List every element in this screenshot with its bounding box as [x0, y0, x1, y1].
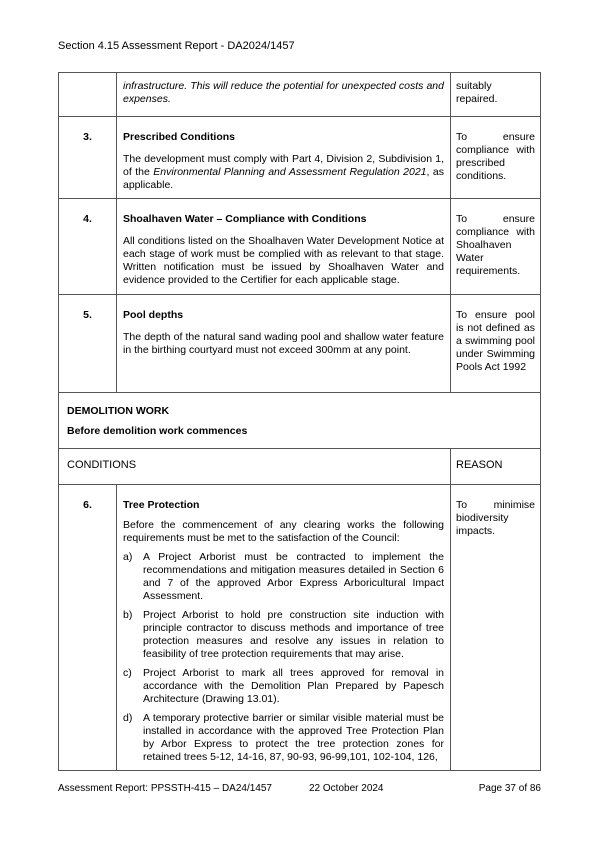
condition-title: Prescribed Conditions	[123, 131, 236, 143]
reason-cell: To ensure pool is not defined as a swimming pool under Swimming Pools Act 1992	[451, 295, 541, 393]
table-row	[59, 295, 541, 393]
list-item-text: A Project Arborist must be contracted to implement the recommendations and mitigation measures detailed in Section 6 and 7 of the approved Arbor Express Arboricultural Impact Assessment.	[143, 551, 444, 602]
condition-number: 3.	[59, 117, 117, 199]
reason-cell: To ensure compliance with Shoalhaven Water requirements.	[451, 199, 541, 295]
reason-cell: To minimise biodiversity impacts.	[451, 485, 541, 771]
column-header-row	[59, 449, 541, 485]
footer-date: 22 October 2024	[309, 783, 384, 794]
table-row	[59, 117, 541, 199]
section-title: DEMOLITION WORK	[67, 405, 170, 417]
list-item	[123, 609, 444, 661]
list-item-marker: a)	[123, 551, 133, 563]
table-row	[59, 485, 541, 771]
list-item-marker: b)	[123, 609, 133, 621]
column-header-reason: REASON	[451, 449, 541, 485]
list-item-marker: d)	[123, 712, 133, 724]
reason-cell: suitably repaired.	[451, 73, 541, 117]
list-item-marker: c)	[123, 667, 132, 679]
list-item-text: A temporary protective barrier or similar visible material must be installed in accordance with the approved Tree Protection Plan by Arbor Express to protect the tree protection zones for retained trees 5-12, 14-16, 87, 90-93, 96-99,101, 102-104, 126,	[143, 712, 444, 763]
condition-text: infrastructure. This will reduce the potential for unexpected costs and expenses.	[123, 80, 444, 105]
conditions-table	[58, 72, 541, 771]
footer-report-ref: Assessment Report: PPSSTH-415 – DA24/1457	[58, 783, 272, 794]
page-header-title: Section 4.15 Assessment Report - DA2024/1457	[58, 40, 295, 52]
condition-number: 6.	[59, 485, 117, 771]
condition-title: Pool depths	[123, 309, 184, 321]
footer-page-number: Page 37 of 86	[478, 783, 541, 794]
section-row	[59, 393, 541, 449]
reason-cell: To ensure compliance with prescribed conditions.	[451, 117, 541, 199]
condition-body-cell	[117, 485, 451, 771]
table-row	[59, 199, 541, 295]
section-subtitle: Before demolition work commences	[67, 425, 248, 437]
condition-number-cell	[59, 73, 117, 117]
list-item	[123, 551, 444, 603]
condition-title: Tree Protection	[123, 499, 200, 511]
condition-text: The development must comply with Part 4, Division 2, Subdivision 1, of the Environmental Planning and Assessment Regulation 2021, as applicable.	[123, 153, 444, 191]
list-item	[123, 712, 444, 764]
condition-body-cell	[117, 73, 451, 117]
condition-body-cell	[117, 117, 451, 199]
condition-intro: Before the commencement of any clearing works the following requirements must be met to the satisfaction of the Council:	[123, 519, 444, 544]
section-heading-cell	[59, 393, 541, 449]
condition-text: All conditions listed on the Shoalhaven Water Development Notice at each stage of work must be complied with as relevant to that stage. Written notification must be issued by Shoalhaven Water and evidence provided to the Certifier for each applicable stage.	[123, 235, 444, 286]
table-row	[59, 73, 541, 117]
condition-number: 5.	[59, 295, 117, 393]
requirements-list	[123, 551, 444, 764]
list-item-text: Project Arborist to mark all trees approved for removal in accordance with the Demolition Plan Prepared by Papesch Architecture (Drawing 13.01).	[143, 667, 444, 705]
condition-number: 4.	[59, 199, 117, 295]
condition-body-cell	[117, 295, 451, 393]
condition-title: Shoalhaven Water – Compliance with Conditions	[123, 213, 367, 225]
condition-body-cell	[117, 199, 451, 295]
column-header-conditions: CONDITIONS	[59, 449, 451, 485]
list-item	[123, 667, 444, 706]
list-item-text: Project Arborist to hold pre construction site induction with principle contractor to discuss methods and importance of tree protection measures and resolve any issues in relation to feasibility of tree protection requirements that may arise.	[143, 609, 444, 660]
condition-text: The depth of the natural sand wading pool and shallow water feature in the birthing courtyard must not exceed 300mm at any point.	[123, 331, 444, 356]
